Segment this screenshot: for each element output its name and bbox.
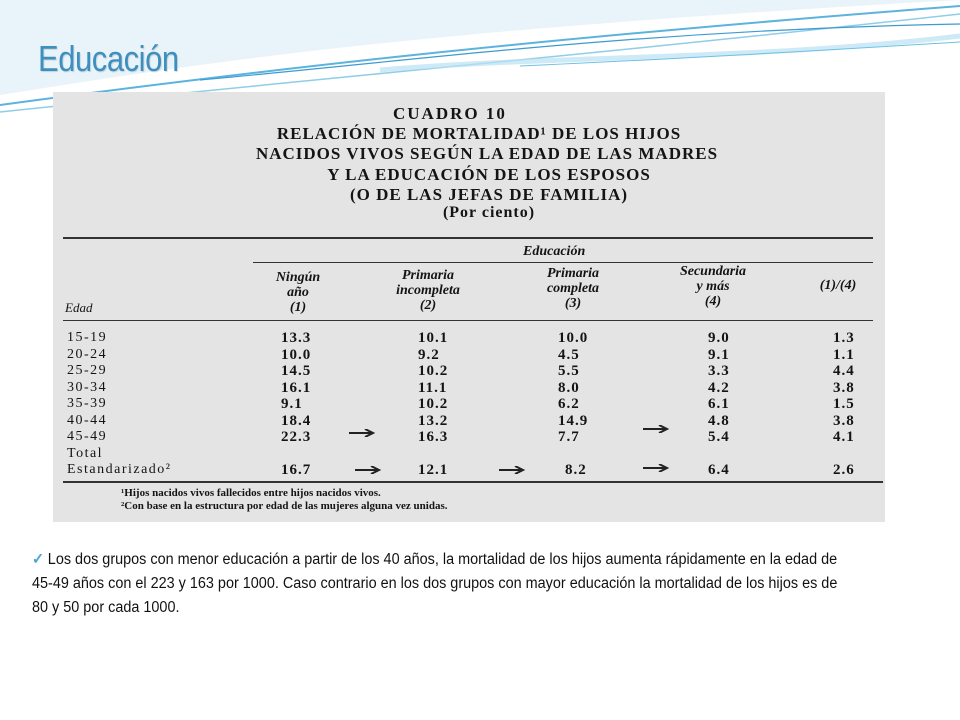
- arrow-icon: [355, 466, 383, 474]
- table-row: [53, 396, 885, 413]
- table-row: [53, 413, 885, 430]
- value-cell: 9.1: [708, 346, 730, 363]
- table-heading-line: NACIDOS VIVOS SEGÚN LA EDAD DE LAS MADRES: [255, 144, 719, 163]
- value-cell: 5.4: [708, 429, 730, 445]
- value-cell: 4.8: [708, 412, 730, 429]
- caption-bullet: [32, 548, 850, 620]
- value-cell: 14.5: [281, 363, 312, 379]
- estandarizado-label: Estandarizado²: [67, 462, 172, 477]
- scanned-table-image: [53, 92, 885, 522]
- total-label: Total: [67, 446, 104, 461]
- value-cell: 18.4: [281, 412, 312, 429]
- table-bottom-rule: [63, 481, 883, 483]
- arrow-icon: [643, 425, 671, 433]
- table-top-rule: [63, 237, 873, 239]
- value-cell: 1.3: [833, 330, 855, 346]
- value-cell: 6.1: [708, 396, 730, 412]
- edad-cell: 45-49: [67, 429, 108, 444]
- value-cell: 1.5: [833, 396, 855, 412]
- table-heading-line: (O DE LAS JEFAS DE FAMILIA): [349, 185, 629, 204]
- caption-text: Los dos grupos con menor educación a partir de los 40 años, la mortalidad de los hijos aumenta rápidamente en la edad de 45-49 años con el 223 y 163 por 1000. Caso contrario en los dos grupos con mayor educación la mortalidad de los hijos es de 80 y 50 por cada 1000.: [32, 551, 838, 616]
- table-heading-line: RELACIÓN DE MORTALIDAD¹ DE LOS HIJOS: [276, 124, 682, 143]
- value-cell: 13.2: [418, 412, 449, 429]
- table-heading-line: Y LA EDUCACIÓN DE LOS ESPOSOS: [327, 165, 651, 184]
- table-row: [53, 363, 885, 380]
- table-footnotes: [121, 487, 448, 513]
- value-cell: 10.1: [418, 330, 449, 346]
- column-header-ningun: Ningún año (1): [275, 270, 321, 315]
- value-cell: 4.2: [708, 379, 730, 396]
- value-cell: 10.0: [281, 346, 312, 363]
- value-cell: 9.0: [708, 330, 730, 346]
- total-cell: 2.6: [833, 462, 855, 478]
- edad-cell: 20-24: [67, 346, 108, 362]
- value-cell: 3.8: [833, 412, 855, 429]
- edad-cell: 25-29: [67, 363, 108, 378]
- value-cell: 1.1: [833, 346, 855, 363]
- arrow-icon: [643, 464, 671, 472]
- value-cell: 10.2: [418, 363, 449, 379]
- value-cell: 10.0: [558, 330, 589, 346]
- edad-column-label: Edad: [65, 300, 93, 315]
- column-header-ratio: (1)/(4): [819, 278, 857, 293]
- value-cell: 22.3: [281, 429, 312, 445]
- table-number: CUADRO 10: [393, 104, 507, 123]
- value-cell: 4.1: [833, 429, 855, 445]
- value-cell: 14.9: [558, 412, 589, 429]
- value-cell: 11.1: [418, 379, 448, 396]
- value-cell: 9.1: [281, 396, 303, 412]
- column-header-primaria-incompleta: Primaria incompleta (2): [396, 268, 460, 313]
- column-header-secundaria: Secundaria y más (4): [679, 264, 747, 309]
- value-cell: 4.5: [558, 346, 580, 363]
- total-cell: 8.2: [565, 462, 587, 478]
- arrow-icon: [499, 466, 527, 474]
- value-cell: 3.3: [708, 363, 730, 379]
- value-cell: 3.8: [833, 379, 855, 396]
- footnote: ¹Hijos nacidos vivos fallecidos entre hijos nacidos vivos.: [121, 487, 381, 499]
- value-cell: 7.7: [558, 429, 580, 445]
- arrow-icon: [349, 429, 377, 437]
- value-cell: 8.0: [558, 379, 580, 396]
- table-row: [53, 429, 885, 446]
- value-cell: 6.2: [558, 396, 580, 412]
- group-rule: [253, 262, 873, 263]
- table-row: [53, 347, 885, 364]
- edad-cell: 15-19: [67, 330, 108, 345]
- column-header-primaria-completa: Primaria completa (3): [546, 266, 600, 311]
- checkmark-bullet-icon: ✓: [32, 551, 45, 568]
- footnote: ²Con base en la estructura por edad de las mujeres alguna vez unidas.: [121, 500, 448, 512]
- total-cell: 16.7: [281, 462, 312, 478]
- edad-cell: 35-39: [67, 396, 108, 411]
- header-bottom-rule: [63, 320, 873, 321]
- value-cell: 4.4: [833, 363, 855, 379]
- table-row: [53, 330, 885, 347]
- edad-cell: 40-44: [67, 412, 108, 428]
- value-cell: 5.5: [558, 363, 580, 379]
- value-cell: 16.1: [281, 379, 312, 396]
- total-cell: 6.4: [708, 462, 730, 478]
- value-cell: 16.3: [418, 429, 449, 445]
- edad-cell: 30-34: [67, 379, 108, 395]
- table-subheading: (Por ciento): [442, 204, 536, 221]
- table-row: [53, 380, 885, 397]
- value-cell: 10.2: [418, 396, 449, 412]
- value-cell: 13.3: [281, 330, 312, 346]
- table-row-estandarizado: [53, 462, 885, 479]
- value-cell: 9.2: [418, 346, 440, 363]
- slide-title: Educación: [38, 38, 179, 79]
- total-cell: 12.1: [418, 462, 449, 478]
- education-group-label: Educación: [523, 244, 586, 259]
